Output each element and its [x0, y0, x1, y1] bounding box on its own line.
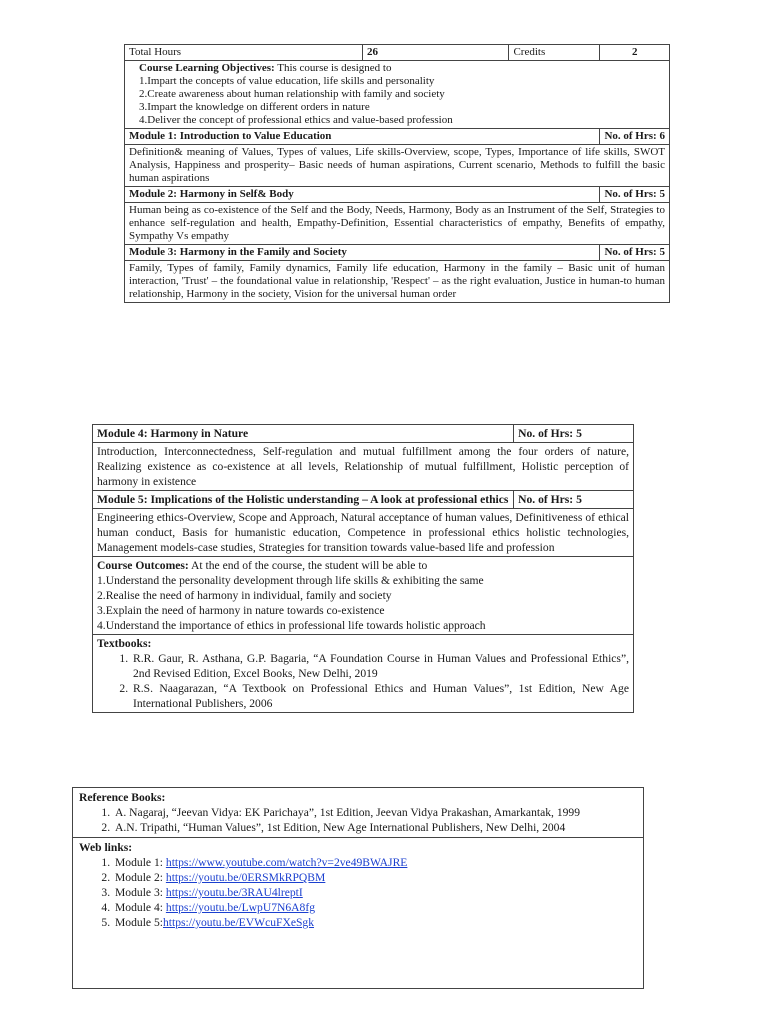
objective-item: 2.Create awareness about human relationship with family and society	[139, 88, 445, 100]
web-link-label: Module 4:	[115, 901, 163, 914]
outcome-item: 3.Explain the need of harmony in nature towards co-existence	[97, 604, 385, 617]
outcome-item: 4.Understand the importance of ethics in professional life towards holistic approach	[97, 619, 486, 632]
module-3-header	[125, 245, 670, 261]
module-title: Module 5: Implications of the Holistic understanding – A look at professional ethics	[93, 491, 514, 509]
module-hours: No. of Hrs: 6	[600, 129, 670, 145]
web-link-label: Module 5:	[115, 916, 163, 929]
objectives-intro: This course is designed to	[277, 62, 392, 74]
textbook-item: 2. R.S. Naagarazan, “A Textbook on Professional Ethics and Human Values”, 1st Edition, New Age International Publishers, 2006	[131, 681, 629, 711]
textbooks-section	[93, 635, 634, 713]
web-links-section	[73, 837, 643, 932]
module-content: Engineering ethics-Overview, Scope and Approach, Natural acceptance of human values, Definitiveness of ethical human conduct, Basis for humanistic education, Competence in professional ethics holistic technologies, Management models-case studies, Strategies for transition towards value-based life and profession	[93, 509, 634, 557]
course-objectives	[125, 61, 670, 129]
web-link-label: Module 1:	[115, 856, 163, 869]
objective-item: 4.Deliver the concept of professional ethics and value-based profession	[139, 114, 453, 126]
total-hours-value: 26	[362, 45, 508, 61]
credits-label: Credits	[509, 45, 600, 61]
web-link[interactable]: https://youtu.be/3RAU4lreptI	[165, 886, 303, 899]
credits-value: 2	[600, 45, 670, 61]
module-2-header	[125, 187, 670, 203]
outcomes-intro: At the end of the course, the student will be able to	[191, 559, 428, 572]
course-outcomes	[93, 557, 634, 635]
module-hours: No. of Hrs: 5	[600, 187, 670, 203]
module-title: Module 2: Harmony in Self& Body	[125, 187, 600, 203]
web-link-label: Module 2:	[115, 871, 163, 884]
web-link[interactable]: https://youtu.be/LwpU7N6A8fg	[165, 901, 315, 914]
outcome-item: 2.Realise the need of harmony in individual, family and society	[97, 589, 392, 602]
module-title: Module 1: Introduction to Value Education	[125, 129, 600, 145]
textbooks-heading: Textbooks:	[97, 637, 152, 650]
reference-books-heading: Reference Books:	[79, 791, 166, 804]
module-hours: No. of Hrs: 5	[514, 425, 634, 443]
module-hours: No. of Hrs: 5	[514, 491, 634, 509]
objectives-heading: Course Learning Objectives:	[139, 62, 275, 74]
objective-item: 3.Impart the knowledge on different orders in nature	[139, 101, 370, 113]
web-link-item	[113, 915, 637, 930]
textbook-item: 1. R.R. Gaur, R. Asthana, G.P. Bagaria, “A Foundation Course in Human Values and Professional Ethics”, 2nd Revised Edition, Excel Books, New Delhi, 2019	[131, 651, 629, 681]
outcomes-heading: Course Outcomes:	[97, 559, 189, 572]
syllabus-table-middle	[92, 424, 634, 713]
web-link-item	[113, 870, 637, 885]
web-link[interactable]: https://www.youtube.com/watch?v=2ve49BWAJRE	[165, 856, 408, 869]
web-link-item	[113, 855, 637, 870]
reference-book-item: 1. A. Nagaraj, “Jeevan Vidya: EK Parichaya”, 1st Edition, Jeevan Vidya Prakashan, Amarkantak, 1999	[113, 805, 637, 820]
reference-books-section	[73, 788, 643, 837]
module-content: Definition& meaning of Values, Types of values, Life skills-Overview, scope, Types, Importance of life skills, SWOT Analysis, Happiness and prosperity– Basic needs of human aspirations, Current scenario, Methods to fulfill the basic human aspirations	[125, 145, 670, 187]
web-link[interactable]: https://youtu.be/0ERSMkRPQBM	[165, 871, 326, 884]
syllabus-table-top	[124, 44, 670, 303]
web-link-label: Module 3:	[115, 886, 163, 899]
reference-book-item: 2. A.N. Tripathi, “Human Values”, 1st Edition, New Age International Publishers, New Delhi, 2004	[113, 820, 637, 835]
module-4-header	[93, 425, 634, 443]
module-5-header	[93, 491, 634, 509]
module-title: Module 3: Harmony in the Family and Society	[125, 245, 600, 261]
web-link-item	[113, 885, 637, 900]
references-box	[72, 787, 644, 989]
module-hours: No. of Hrs: 5	[600, 245, 670, 261]
module-content: Human being as co-existence of the Self and the Body, Needs, Harmony, Body as an Instrument of the Self, Strategies to enhance self-regulation and health, Empathy-Definition, Essential characteristics of empathy, Benefits of empathy, Sympathy Vs empathy	[125, 203, 670, 245]
module-content: Family, Types of family, Family dynamics, Family life education, Harmony in the family – Basic unit of human interaction, 'Trust' – the foundational value in relationship, 'Respect' – as the right evaluation, Justice in human-to human relationship, Harmony in the society, Vision for the universal human order	[125, 261, 670, 303]
summary-row	[125, 45, 670, 61]
total-hours-label: Total Hours	[125, 45, 363, 61]
module-1-header	[125, 129, 670, 145]
web-links-heading: Web links:	[79, 841, 133, 854]
outcome-item: 1.Understand the personality development through life skills & exhibiting the same	[97, 574, 484, 587]
module-title: Module 4: Harmony in Nature	[93, 425, 514, 443]
web-link-item	[113, 900, 637, 915]
module-content: Introduction, Interconnectedness, Self-regulation and mutual fulfillment among the four orders of nature, Realizing existence as co-existence at all levels, Relationship of mutual fulfillment, Holistic perception of harmony in existence	[93, 443, 634, 491]
objective-item: 1.Impart the concepts of value education, life skills and personality	[139, 75, 435, 87]
web-link[interactable]: https://youtu.be/EVWcuFXeSgk	[162, 916, 315, 929]
